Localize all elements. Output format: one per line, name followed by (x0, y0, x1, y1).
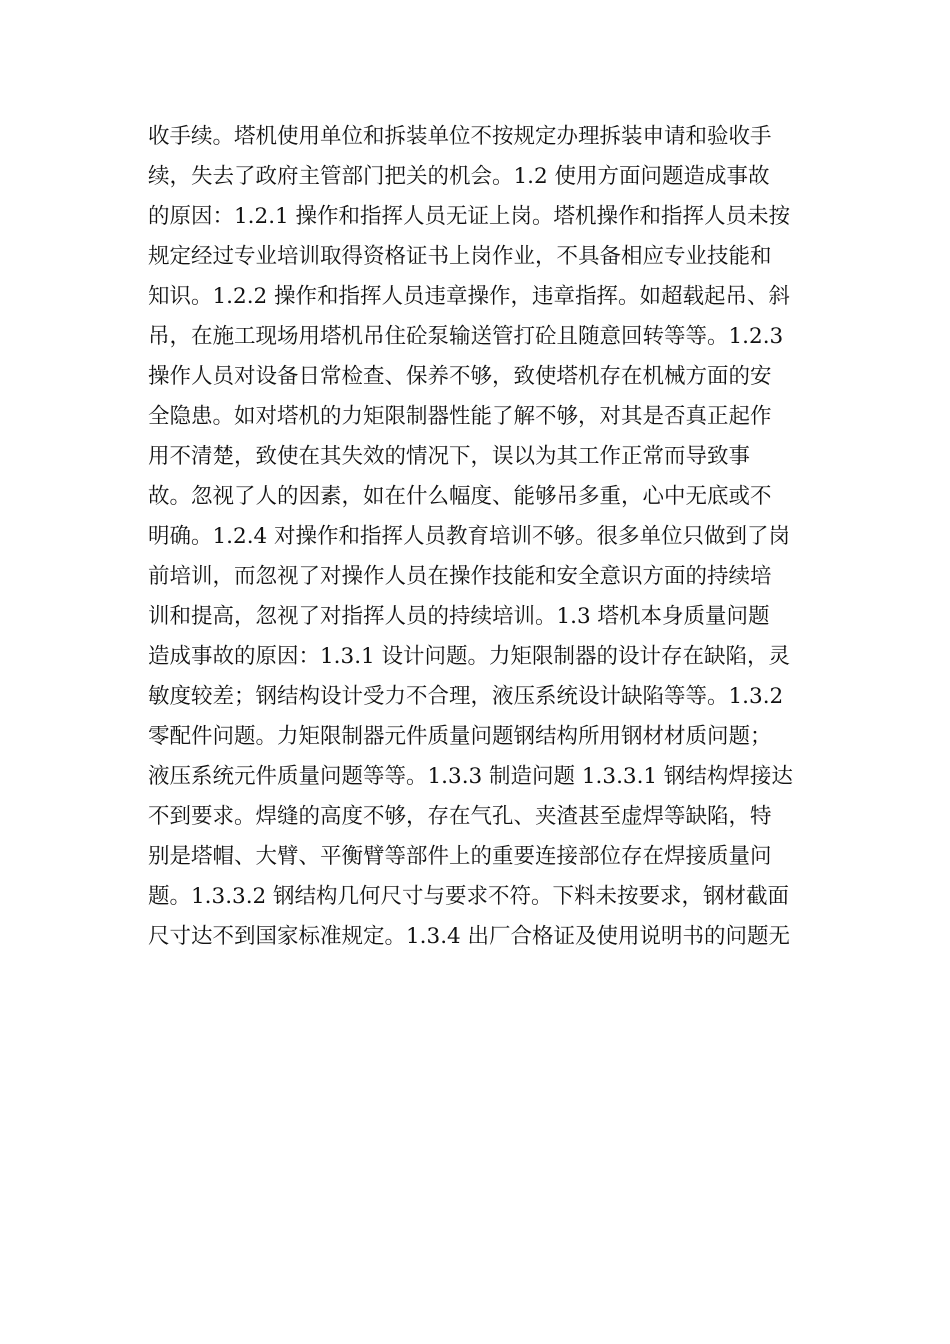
text-line: 收手续。塔机使用单位和拆装单位不按规定办理拆装申请和验收手 (148, 124, 772, 149)
text-line: 规定经过专业培训取得资格证书上岗作业，不具备相应专业技能和 (148, 244, 772, 269)
text-line: 明确。1.2.4 对操作和指挥人员教育培训不够。很多单位只做到了岗 (148, 524, 791, 549)
text-line: 题。1.3.3.2 钢结构几何尺寸与要求不符。下料未按要求，钢材截面 (148, 884, 790, 909)
text-line: 全隐患。如对塔机的力矩限制器性能了解不够，对其是否真正起作 (148, 404, 772, 429)
text-line: 的原因：1.2.1 操作和指挥人员无证上岗。塔机操作和指挥人员未按 (148, 204, 791, 229)
text-line: 敏度较差；钢结构设计受力不合理，液压系统设计缺陷等等。1.3.2 (148, 684, 784, 709)
text-line: 液压系统元件质量问题等等。1.3.3 制造问题 1.3.3.1 钢结构焊接达 (148, 764, 793, 789)
text-line: 前培训，而忽视了对操作人员在操作技能和安全意识方面的持续培 (148, 564, 772, 589)
text-line: 用不清楚，致使在其失效的情况下，误以为其工作正常而导致事 (148, 444, 751, 469)
text-line: 吊，在施工现场用塔机吊住砼泵输送管打砼且随意回转等等。1.2.3 (148, 324, 784, 349)
text-line: 造成事故的原因：1.3.1 设计问题。力矩限制器的设计存在缺陷，灵 (148, 644, 791, 669)
text-line: 尺寸达不到国家标准规定。1.3.4 出厂合格证及使用说明书的问题无 (148, 924, 791, 949)
text-line: 知识。1.2.2 操作和指挥人员违章操作，违章指挥。如超载起吊、斜 (148, 284, 791, 309)
text-line: 零配件问题。力矩限制器元件质量问题钢结构所用钢材材质问题； (148, 724, 772, 749)
text-line: 不到要求。焊缝的高度不够，存在气孔、夹渣甚至虚焊等缺陷，特 (148, 804, 772, 829)
text-line: 续，失去了政府主管部门把关的机会。1.2 使用方面问题造成事故 (148, 164, 770, 189)
text-line: 别是塔帽、大臂、平衡臂等部件上的重要连接部位存在焊接质量问 (148, 844, 772, 869)
text-line: 故。忽视了人的因素，如在什么幅度、能够吊多重，心中无底或不 (148, 484, 772, 509)
text-line: 操作人员对设备日常检查、保养不够，致使塔机存在机械方面的安 (148, 364, 772, 389)
text-line: 训和提高，忽视了对指挥人员的持续培训。1.3 塔机本身质量问题 (148, 604, 770, 629)
body-paragraph (148, 117, 808, 957)
